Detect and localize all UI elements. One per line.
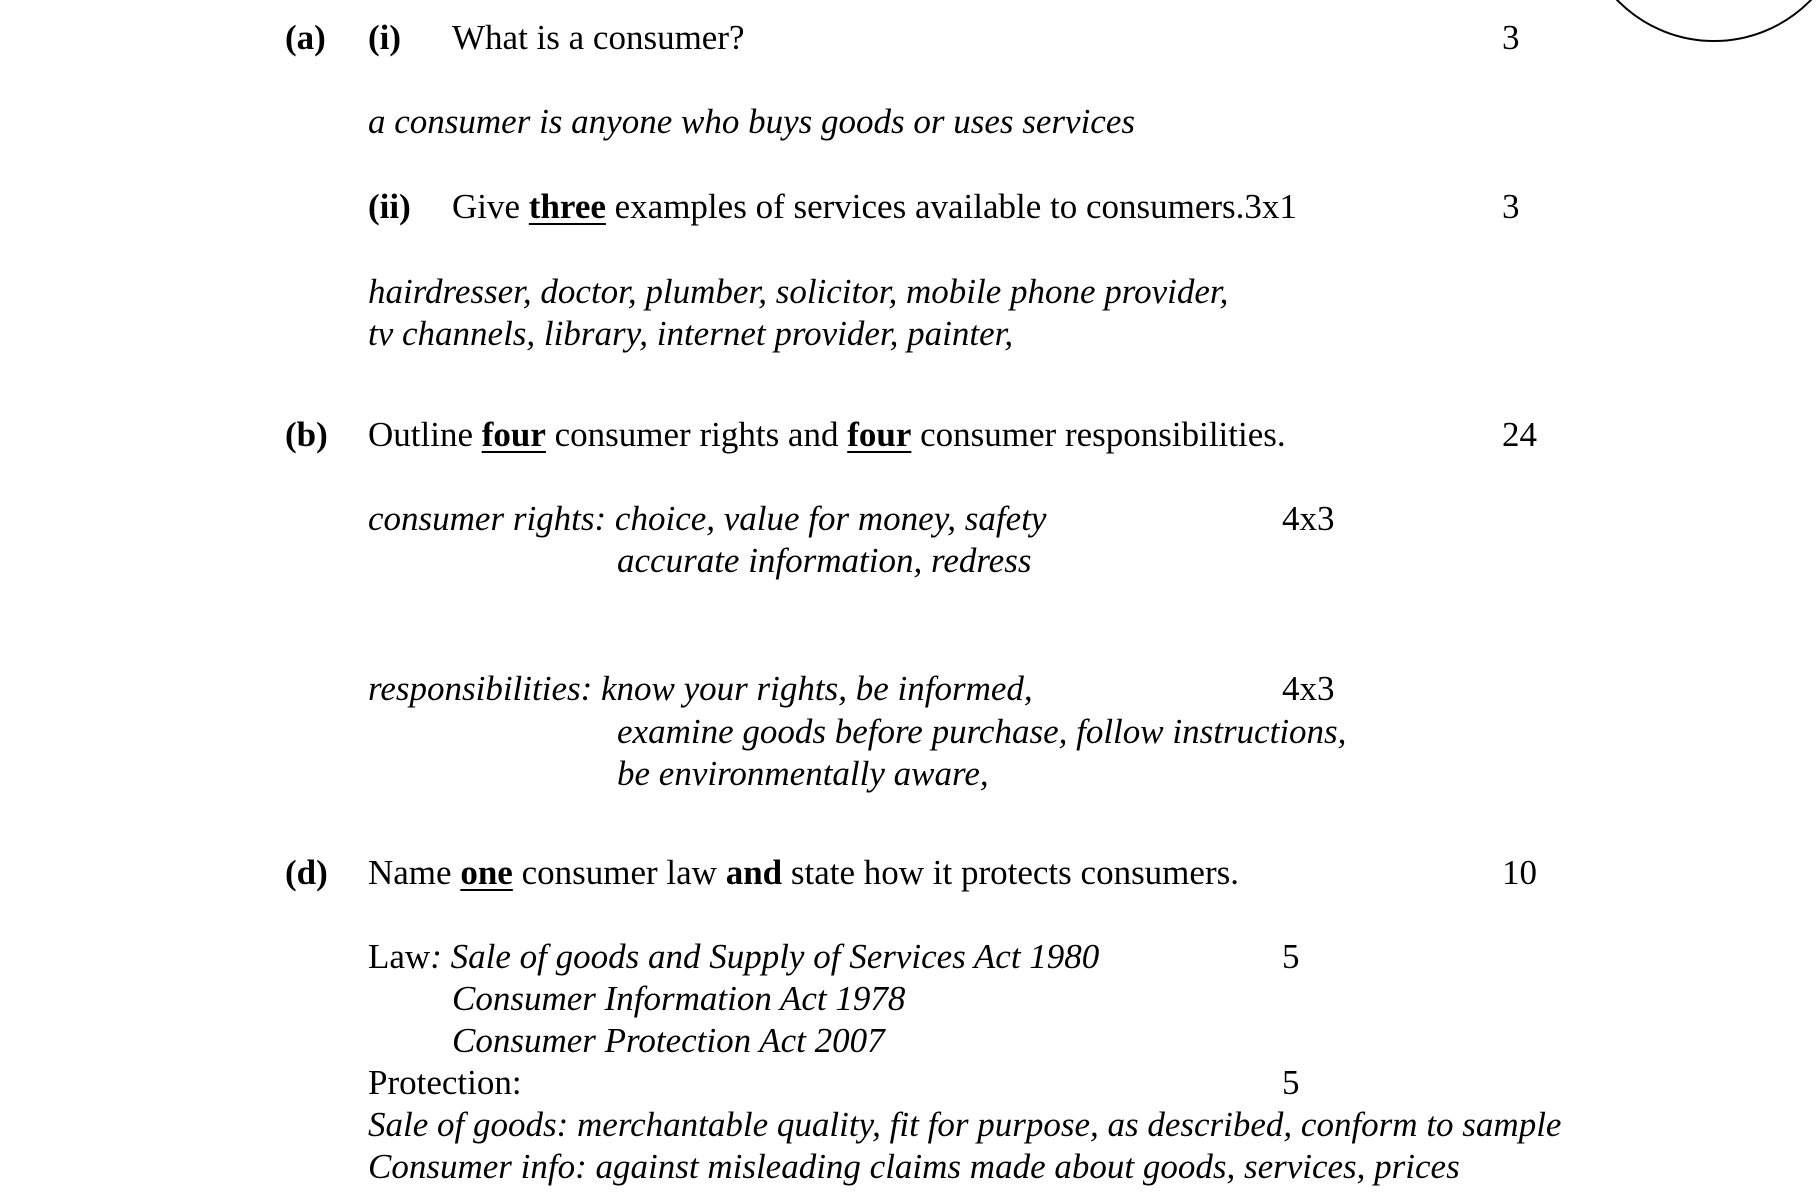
question-a-i-text: What is a consumer? xyxy=(452,18,745,57)
answer-a-i: a consumer is anyone who buys goods or uses services xyxy=(368,102,1135,141)
question-b-mid: consumer rights and xyxy=(554,415,839,454)
question-a-ii-label: (ii) xyxy=(368,187,411,226)
answer-d-law-line3: Consumer Protection Act 2007 xyxy=(452,1021,885,1060)
answer-d-law-line2: Consumer Information Act 1978 xyxy=(452,979,906,1018)
question-d-post: state how it protects consumers. xyxy=(790,853,1239,892)
answer-b-rights-marks: 4x3 xyxy=(1282,499,1335,538)
answer-a-ii-line2: tv channels, library, internet provider, painter, xyxy=(368,314,1014,353)
answer-d-law-line1 xyxy=(368,936,1099,978)
question-b-pre: Outline xyxy=(368,415,473,454)
answer-d-protection-marks: 5 xyxy=(1282,1063,1300,1102)
answer-d-law-label: Law xyxy=(368,937,431,976)
question-b-text xyxy=(368,414,1286,456)
answer-b-resp-marks: 4x3 xyxy=(1282,669,1335,708)
answer-d-protection-label: Protection: xyxy=(368,1063,522,1102)
answer-b-rights-line2: accurate information, redress xyxy=(617,541,1032,580)
question-b-post: consumer responsibilities. xyxy=(920,415,1286,454)
question-a-i-marks: 3 xyxy=(1502,18,1520,57)
section-d-label: (d) xyxy=(285,853,328,892)
question-b-emphasis-1: four xyxy=(481,415,546,454)
question-a-ii-text xyxy=(452,186,1297,228)
question-d-marks: 10 xyxy=(1502,853,1537,892)
answer-b-rights-line1: consumer rights: choice, value for money, safety xyxy=(368,499,1047,538)
marks-circle xyxy=(1578,0,1818,42)
question-d-and: and xyxy=(725,853,783,892)
question-d-text xyxy=(368,852,1239,894)
question-a-ii-marks: 3 xyxy=(1502,187,1520,226)
answer-d-law-marks: 5 xyxy=(1282,937,1300,976)
question-b-emphasis-2: four xyxy=(847,415,912,454)
answer-b-resp-line1: responsibilities: know your rights, be informed, xyxy=(368,669,1033,708)
answer-d-protection-line1: Sale of goods: merchantable quality, fit for purpose, as described, conform to sample xyxy=(368,1105,1562,1144)
question-a-ii-emphasis: three xyxy=(528,187,606,226)
answer-a-ii-line1: hairdresser, doctor, plumber, solicitor, mobile phone provider, xyxy=(368,272,1229,311)
section-b-label: (b) xyxy=(285,415,328,454)
answer-d-protection-line2: Consumer info: against misleading claims made about goods, services, prices xyxy=(368,1147,1460,1186)
answer-b-resp-line2: examine goods before purchase, follow instructions, xyxy=(617,712,1347,751)
question-d-pre: Name xyxy=(368,853,452,892)
question-a-i-label: (i) xyxy=(368,18,402,57)
question-a-ii-pre: Give xyxy=(452,187,521,226)
question-d-mid: consumer law xyxy=(521,853,717,892)
question-b-marks: 24 xyxy=(1502,415,1537,454)
answer-d-law-text: : Sale of goods and Supply of Services Act 1980 xyxy=(430,937,1100,976)
question-d-emphasis: one xyxy=(460,853,513,892)
question-a-ii-post: examples of services available to consumers.3x1 xyxy=(614,187,1297,226)
section-a-label: (a) xyxy=(285,18,326,57)
answer-b-resp-line3: be environmentally aware, xyxy=(617,754,989,793)
